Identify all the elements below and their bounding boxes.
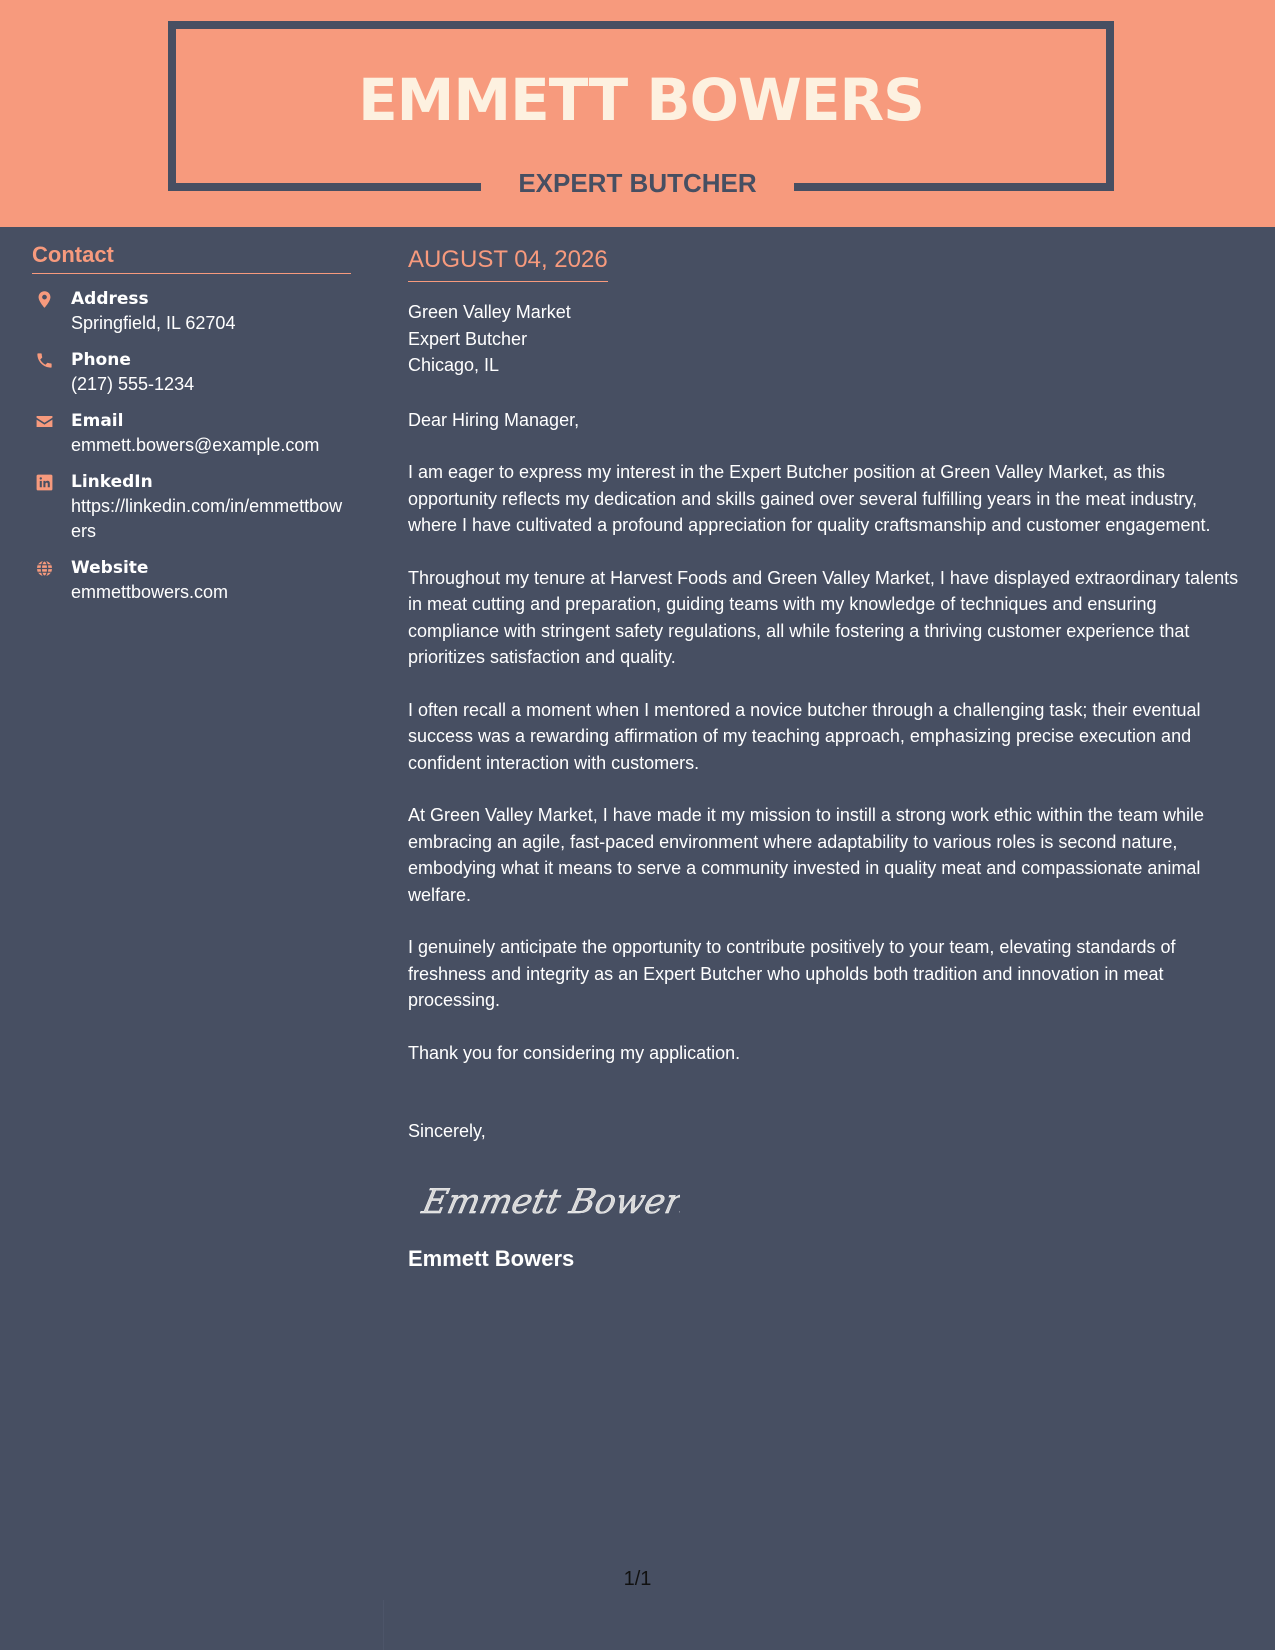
letter-paragraph: I am eager to express my interest in the Expert Butcher position at Green Valley Market, as this opportunity reflects my dedication and skills gained over several fulfilling years in the meat industry, where I have cultivated a profound appreciation for quality craftsmanship and customer engagement. — [408, 462, 1211, 535]
linkedin-icon — [35, 473, 54, 492]
contact-value: Springfield, IL 62704 — [71, 313, 236, 333]
website-link[interactable]: emmettbowers.com — [71, 582, 229, 602]
linkedin-link[interactable]: https://linkedin.com/in/emmettbowers — [71, 496, 343, 541]
header-frame-bottom-right — [794, 183, 1106, 191]
letter-paragraph: Throughout my tenure at Harvest Foods and Green Valley Market, I have displayed extraordinary talents in meat cutting and preparation, guiding teams with my knowledge of techniques and ensuring compliance with stringent safety regulations, all while fostering a thriving customer experience that prioritizes satisfaction and quality. — [408, 567, 1239, 667]
contact-item-email — [32, 409, 351, 458]
recipient-location: Chicago, IL — [408, 355, 500, 375]
letter-paragraph: At Green Valley Market, I have made it my mission to instill a strong work ethic within the team while embracing an agile, fast-paced environment where adaptability to various roles is second nature, embodying what it means to serve a community invested in quality meat and compassionate animal welfare. — [408, 805, 1204, 905]
page-number: 1/1 — [623, 1568, 652, 1590]
letter-date: AUGUST 04, 2026 — [408, 244, 608, 282]
globe-icon — [35, 559, 54, 578]
recipient-position: Expert Butcher — [408, 328, 528, 349]
phone-icon — [35, 351, 54, 370]
header-banner — [0, 0, 1275, 227]
contact-sidebar — [32, 240, 351, 605]
contact-item-website — [32, 556, 351, 605]
letter-paragraph: I genuinely anticipate the opportunity to contribute positively to your team, elevating standards of freshness and integrity as an Expert Butcher who upholds both tradition and innovation in meat processing. — [408, 937, 1176, 1010]
contact-value: emmett.bowers@example.com — [71, 435, 320, 455]
letter-paragraph: Thank you for considering my application. — [408, 1042, 741, 1063]
applicant-name: EMMETT BOWERS — [358, 66, 924, 134]
contact-item-address — [32, 287, 351, 336]
salutation: Dear Hiring Manager, — [408, 409, 580, 430]
closing: Sincerely, — [408, 1121, 486, 1141]
contact-item-phone — [32, 348, 351, 397]
letter-body — [408, 244, 1248, 1274]
envelope-icon — [35, 412, 54, 431]
map-pin-icon — [35, 290, 54, 309]
contact-label: Website — [71, 558, 149, 578]
recipient-company: Green Valley Market — [408, 302, 571, 322]
signed-name: Emmett Bowers — [408, 1245, 575, 1271]
signature-text: Emmett Bowers — [420, 1181, 680, 1222]
contact-label: Phone — [71, 350, 131, 370]
contact-label: Address — [71, 289, 149, 309]
recipient-block — [408, 299, 1248, 379]
letter-paragraph: I often recall a moment when I mentored a novice butcher through a challenging task; their eventual success was a rewarding affirmation of my teaching approach, emphasizing precise execution and confident interaction with customers. — [408, 699, 1201, 773]
handwritten-signature — [420, 1169, 680, 1229]
job-title: EXPERT BUTCHER — [518, 168, 757, 198]
contact-value: (217) 555-1234 — [71, 374, 195, 394]
column-divider — [383, 1600, 384, 1650]
contact-label: LinkedIn — [71, 472, 153, 492]
contact-label: Email — [71, 411, 124, 431]
contact-heading: Contact — [32, 240, 351, 274]
header-frame-bottom-left — [168, 183, 481, 191]
contact-item-linkedin — [32, 470, 351, 544]
